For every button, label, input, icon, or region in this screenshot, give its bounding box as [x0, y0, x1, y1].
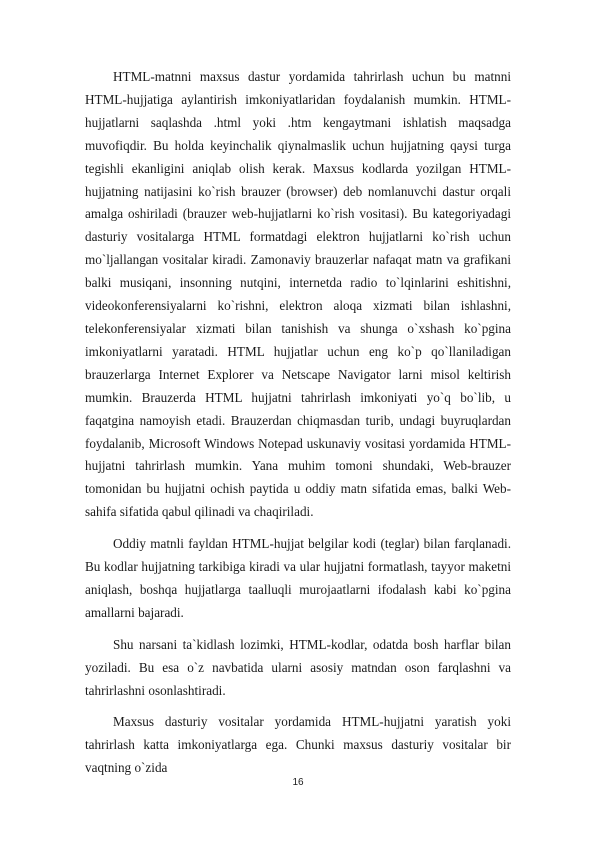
paragraph-2: Oddiy matnli fayldan HTML-hujjat belgilar kodi (teglar) bilan farqlanadi. Bu kodlar hujjatning tarkibiga kiradi va ular hujjatni formatlash, tayyor maketni aniqlash, boshqa hujjatlarga taalluqli murojaatlarni ifodalash kabi ko`pgina amallarni bajaradi. — [85, 536, 511, 620]
paragraph-3: Shu narsani ta`kidlash lozimki, HTML-kodlar, odatda bosh harflar bilan yoziladi. Bu esa o`z navbatida ularni asosiy matndan oson farqlashni va tahrirlashni osonlashtiradi. — [85, 636, 511, 698]
page-number: 16 — [292, 777, 304, 788]
paragraph-1: HTML-matnni maxsus dastur yordamida tahrirlash uchun bu matnni HTML-hujjatiga aylantirish imkoniyatlaridan foydalanish mumkin. HTML-hujjatlarni saqlashda .html yoki .htm kengaytmani ishlatish maqsadga muvofiqdir. Bu holda keyinchalik qiynalmaslik uchun hujjatning qaysi turga tegishli ekanligini aniqlab olish kerak. Maxsus kodlarda yozilgan HTML-hujjatning natijasini ko`rish brauzer (browser) deb nomlanuvchi dastur orqali amalga oshiriladi (brauzer web-hujjatlarni ko`rish vositasi). Bu kategoriyadagi dasturiy vositalarga HTML formatdagi elektron hujjatlarni ko`rish uchun mo`ljallangan vositalar kiradi. Zamonaviy brauzerlar nafaqat matn va grafikani balki musiqani, insonning nutqini, internetda radio to`lqinlarini eshitishni, videokonferensiyalarni ko`rishni, elektron aloqa xizmati bilan ishlashni, telekonferensiyalar xizmati bilan tanishish va shunga o`xshash ko`pgina imkoniyatlarni yaratadi. HTML hujjatlar uchun eng ko`p qo`llaniladigan brauzerlarga Internet Explorer va Netscape Navigator larni misol keltirish mumkin. Brauzerda HTML hujjatni tahrirlash imkoniyati yo`q bo`lib, u faqatgina namoyish etadi. Brauzerdan chiqmasdan turib, undagi buyruqlardan foydalanib, Microsoft Windows Notepad uskunaviy vositasi yordamida HTML-hujjatni tahrirlash mumkin. Yana muhim tomoni shundaki, Web-brauzer tomonidan bu hujjatni ochish paytida u oddiy matn sifatida emas, balki Web-sahifa sifatida qabul qilinadi va chaqiriladi. — [85, 69, 511, 520]
paragraph-4: Maxsus dasturiy vositalar yordamida HTML-hujjatni yaratish yoki tahrirlash katta imkoniyatlarga ega. Chunki maxsus dasturiy vositalar bir vaqtning o`zida — [85, 714, 511, 776]
body-text — [85, 66, 511, 789]
